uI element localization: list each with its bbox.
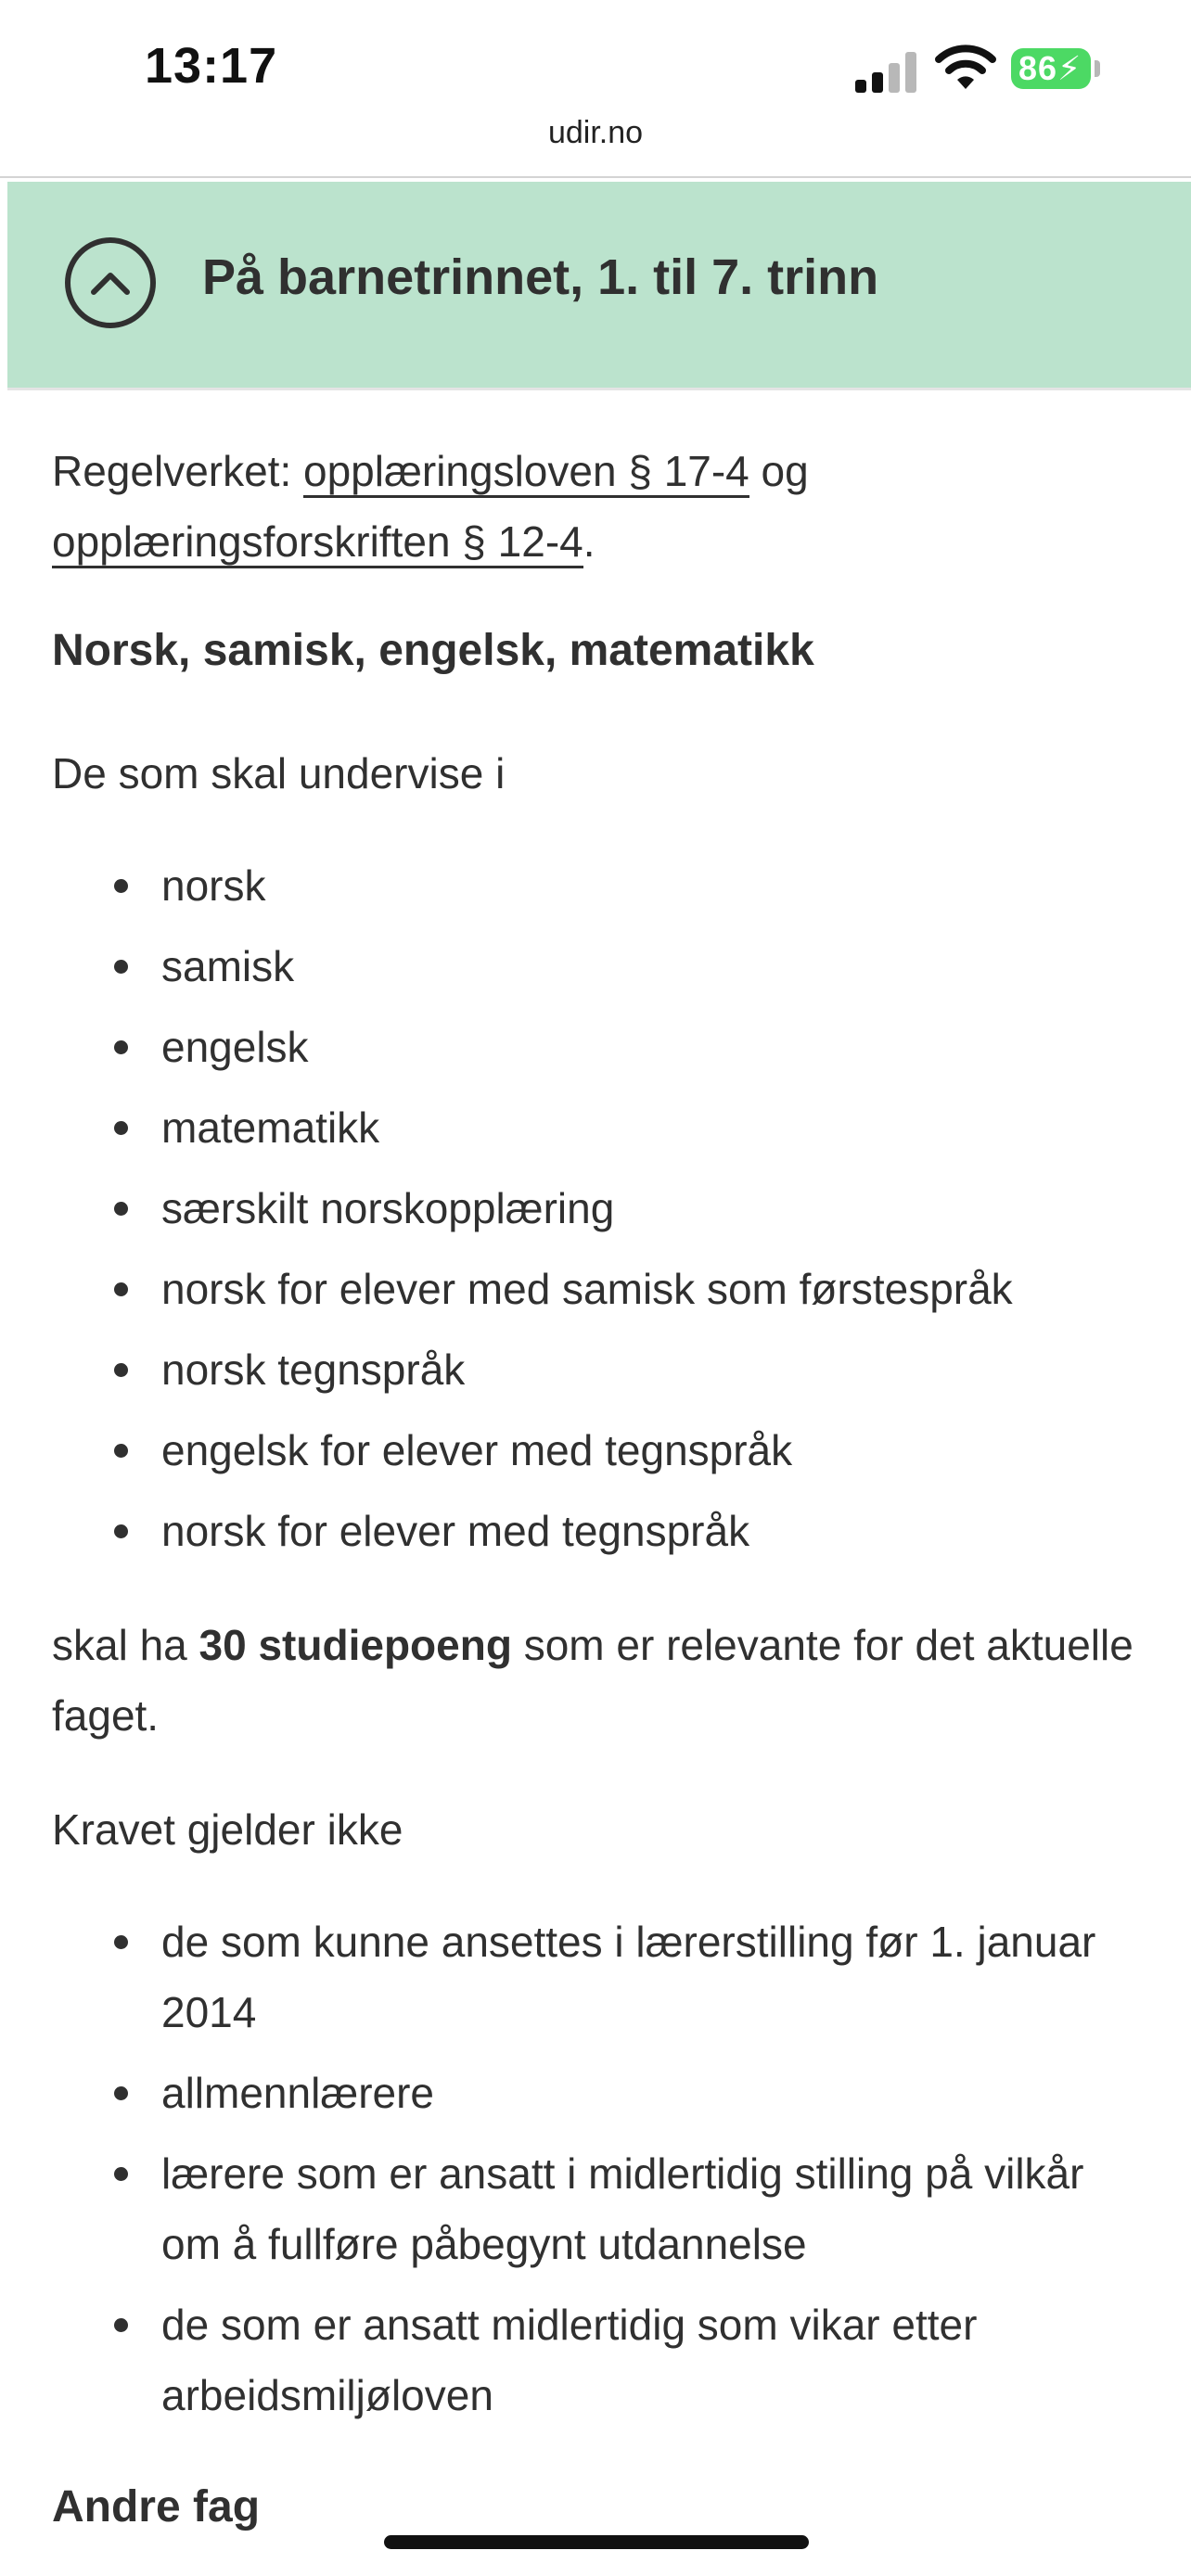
link-opplaeringsloven[interactable]: opplæringsloven § 17-4 [303,447,749,498]
exceptions-intro: Kravet gjelder ikke [52,1805,403,1854]
topbar-divider [0,176,1191,178]
list-item: norsk tegnspråk [52,1334,1146,1405]
status-time: 13:17 [145,38,278,94]
list-item: norsk [52,850,1146,921]
wifi-icon [935,45,996,91]
battery-cap [1095,60,1100,77]
list-item: allmennlærere [52,2058,1146,2128]
list-item: norsk for elever med samisk som førstespråk [52,1254,1146,1324]
requirement-suffix: som er relevante for det aktuelle faget. [52,1621,1133,1740]
credits-emphasis: 30 studiepoeng [198,1621,512,1669]
accordion-title: På barnetrinnet, 1. til 7. trinn [202,249,879,305]
accordion-header[interactable] [7,182,1191,390]
section-heading-core-subjects: Norsk, samisk, engelsk, matematikk [52,626,814,675]
battery-icon [1011,48,1091,89]
section-heading-other-subjects: Andre fag [52,2482,261,2531]
list-item: de som kunne ansettes i lærerstilling før 1. januar 2014 [52,1906,1146,2047]
list-item: de som er ansatt midlertidig som vikar etter arbeidsmiljøloven [52,2289,1146,2430]
collapse-toggle[interactable] [65,237,156,328]
list-item: engelsk [52,1012,1146,1082]
charging-bolt-icon: ⚡ [1057,49,1082,87]
address-bar-url[interactable]: udir.no [547,115,644,150]
exceptions-list [52,1906,1146,2430]
requirement-paragraph [52,1610,1146,1751]
article-content [52,436,1146,2543]
status-bar [0,0,1191,150]
subjects-list [52,850,1146,1566]
chevron-up-icon [89,265,132,300]
home-indicator[interactable] [384,2535,809,2549]
regulations-conjunction: og [749,447,809,495]
list-item: matematikk [52,1092,1146,1163]
list-item: særskilt norskopplæring [52,1173,1146,1243]
battery-level: 86 [1018,49,1058,87]
cellular-signal-icon [855,52,918,93]
link-opplaeringsforskriften[interactable]: opplæringsforskriften § 12-4 [52,517,583,568]
regulations-suffix: . [583,517,596,566]
list-item: lærere som er ansatt i midlertidig stilling på vilkår om å fullføre påbegynt utdannelse [52,2138,1146,2279]
list-item: norsk for elever med tegnspråk [52,1496,1146,1566]
regulations-paragraph [52,436,1146,577]
subjects-intro: De som skal undervise i [52,749,506,797]
regulations-prefix: Regelverket: [52,447,304,495]
list-item: engelsk for elever med tegnspråk [52,1415,1146,1486]
requirement-prefix: skal ha [52,1621,199,1669]
list-item: samisk [52,931,1146,1001]
